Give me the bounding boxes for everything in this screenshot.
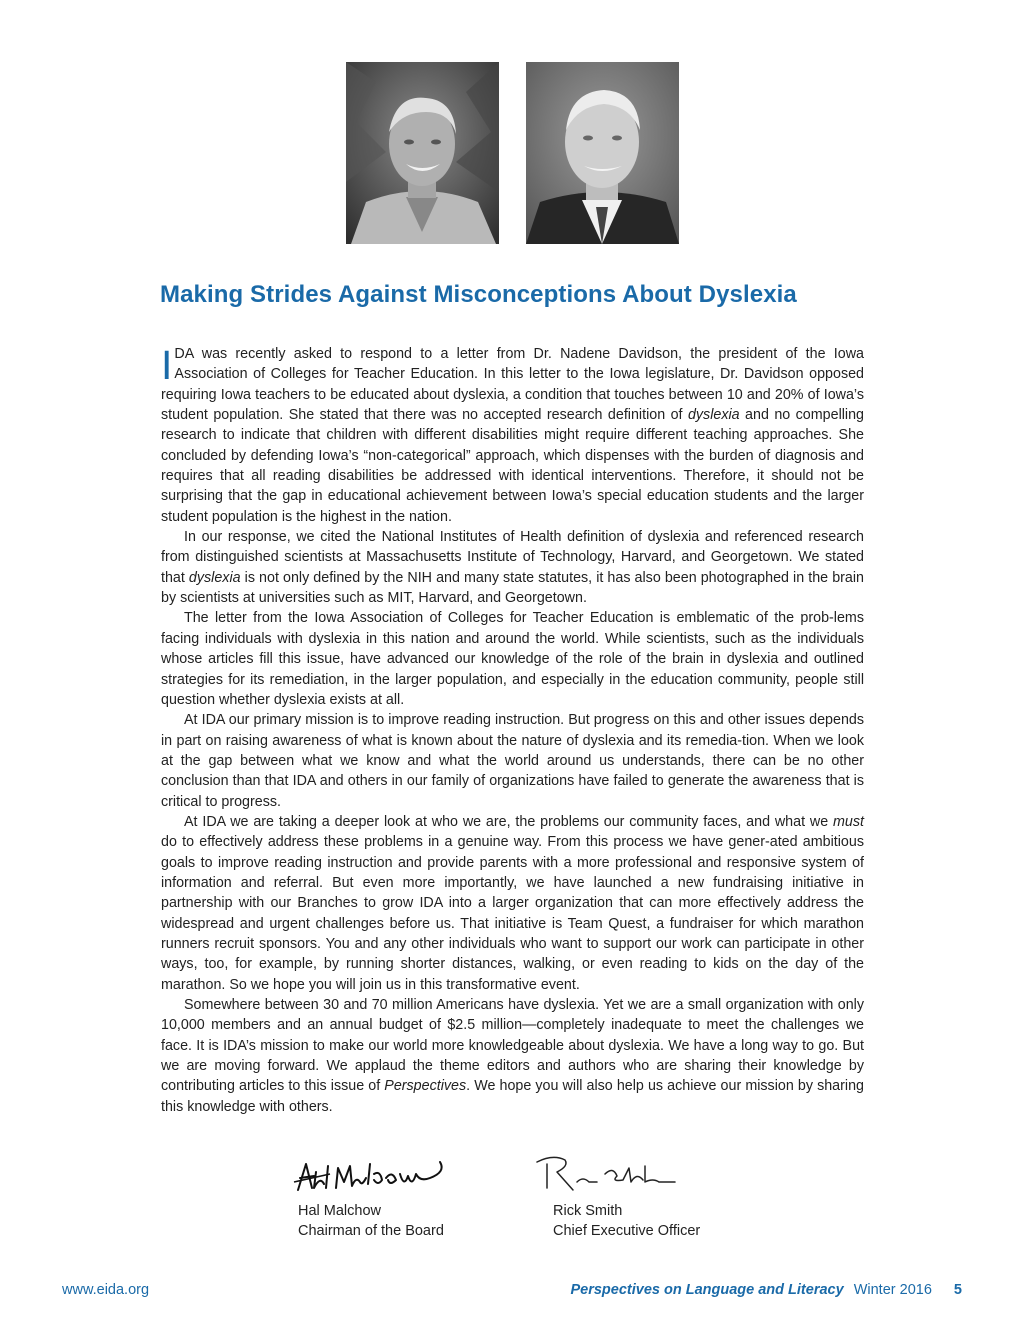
signature-hal-malchow — [290, 1152, 460, 1202]
signer-name: Rick Smith — [553, 1203, 623, 1219]
signer-role: Chairman of the Board — [298, 1223, 444, 1239]
issue-label: Winter 2016 — [853, 1282, 932, 1298]
article-paragraph — [161, 527, 864, 608]
paragraph-text: DA was recently asked to respond to a letter from Dr. Nadene Davidson, the president of the Iowa Association of Colleges for Teacher Education. In this letter to the Iowa legislature, Dr. Davidson opposed requiring Iowa teachers to be educated about dyslexia, a condition that touches between 10 and 20% of Iowa’s student population. She stated that there was no accepted research definition of — [161, 346, 864, 424]
signer-left — [298, 1201, 444, 1241]
footer-publication-info — [570, 1282, 962, 1298]
emphasized-text: dyslexia — [687, 407, 740, 424]
paragraph-text: and no compelling research to indicate that children with different disabilities might require different teaching approaches. She concluded by defending Iowa’s “non-categorical” approach, which dispenses with the burden of diagnosis and requires that all reading disabilities be addressed with identical interventions. Therefore, it should not be surprising that the gap in educational achievement between Iowa’s special education students and the larger student population is the highest in the nation. — [161, 407, 864, 525]
signature-rick-smith — [533, 1152, 683, 1196]
article-body — [161, 344, 864, 1117]
page-number: 5 — [953, 1282, 962, 1298]
portrait-photo-left — [346, 62, 499, 244]
article-title: Making Strides Against Misconceptions About Dyslexia — [160, 281, 797, 308]
article-paragraph — [161, 344, 864, 527]
paragraph-text: . We hope you will also help us achieve our mission by sharing this knowledge with others. — [161, 1078, 864, 1115]
footer-url-link[interactable]: www.eida.org — [62, 1282, 150, 1298]
paragraph-text: At IDA our primary mission is to improve reading instruction. But progress on this and other issues depends in part on raising awareness of what is known about the nature of dyslexia and its remedia-tion. When we look at the gap between what we know and what the world around us understands, there can be no other conclusion than that IDA and others in our family of organizations have failed to generate the awareness that is critical to progress. — [161, 712, 864, 810]
paragraph-text: do to effectively address these problems in a genuine way. From this process we have gener-ated ambitious goals to improve reading instruction and provide parents with a more professional and responsive system of information and referral. But even more importantly, we have launched a new fundraising initiative in partnership with our Branches to grow IDA into a larger organization that can more effectively address the widespread and urgent challenges before us. That initiative is Team Quest, a fundraiser for which marathon runners recruit sponsors. You and any other individuals who want to support our work can participate in other ways, too, for example, by running shorter distances, walking, or even reading to kids on the day of the marathon. So we hope you will join us in this transformative event. — [161, 834, 864, 993]
article-paragraph — [161, 812, 864, 995]
emphasized-text: Perspectives — [384, 1078, 467, 1095]
drop-cap: I — [161, 342, 173, 388]
paragraph-text: At IDA we are taking a deeper look at who we are, the problems our community faces, and what we — [184, 813, 834, 830]
signer-right — [553, 1201, 700, 1241]
signer-role: Chief Executive Officer — [553, 1223, 701, 1239]
article-paragraph — [161, 710, 864, 812]
paragraph-text: In our response, we cited the National Institutes of Health definition of dyslexia and referenced research from distinguished scientists at Massachusetts Institute of Technology, Harvard, and Georgetown. We stated that — [161, 529, 864, 586]
signer-name: Hal Malchow — [298, 1203, 381, 1219]
article-paragraph — [161, 995, 864, 1117]
paragraph-text: is not only defined by the NIH and many state statutes, it has also been photographed in the brain by scientists at universities such as MIT, Harvard, and Georgetown. — [161, 569, 864, 607]
emphasized-text: dyslexia — [188, 569, 241, 586]
emphasized-text: must — [833, 813, 864, 830]
publication-name: Perspectives on Language and Literacy — [570, 1282, 844, 1298]
article-paragraph — [161, 608, 864, 710]
paragraph-text: Somewhere between 30 and 70 million Americans have dyslexia. Yet we are a small organization with only 10,000 members and an annual budget of $2.5 million—completely inadequate to meet the challenges we face. It is IDA’s mission to make our world more knowledgeable about dyslexia. We have a long way to go. But we are moving forward. We applaud the theme editors and authors who are sharing their knowledge by contributing articles to this issue of — [161, 997, 864, 1095]
portrait-photo-right — [526, 62, 679, 244]
paragraph-text: The letter from the Iowa Association of Colleges for Teacher Education is emblematic of the prob-lems facing individuals with dyslexia in this nation and around the world. While scientists, such as the individuals whose articles fill this issue, have advanced our knowledge of the role of the brain in dyslexia and outlined strategies for its remediation, in the larger population, and especially in the education community, people still question whether dyslexia exists at all. — [161, 610, 864, 708]
